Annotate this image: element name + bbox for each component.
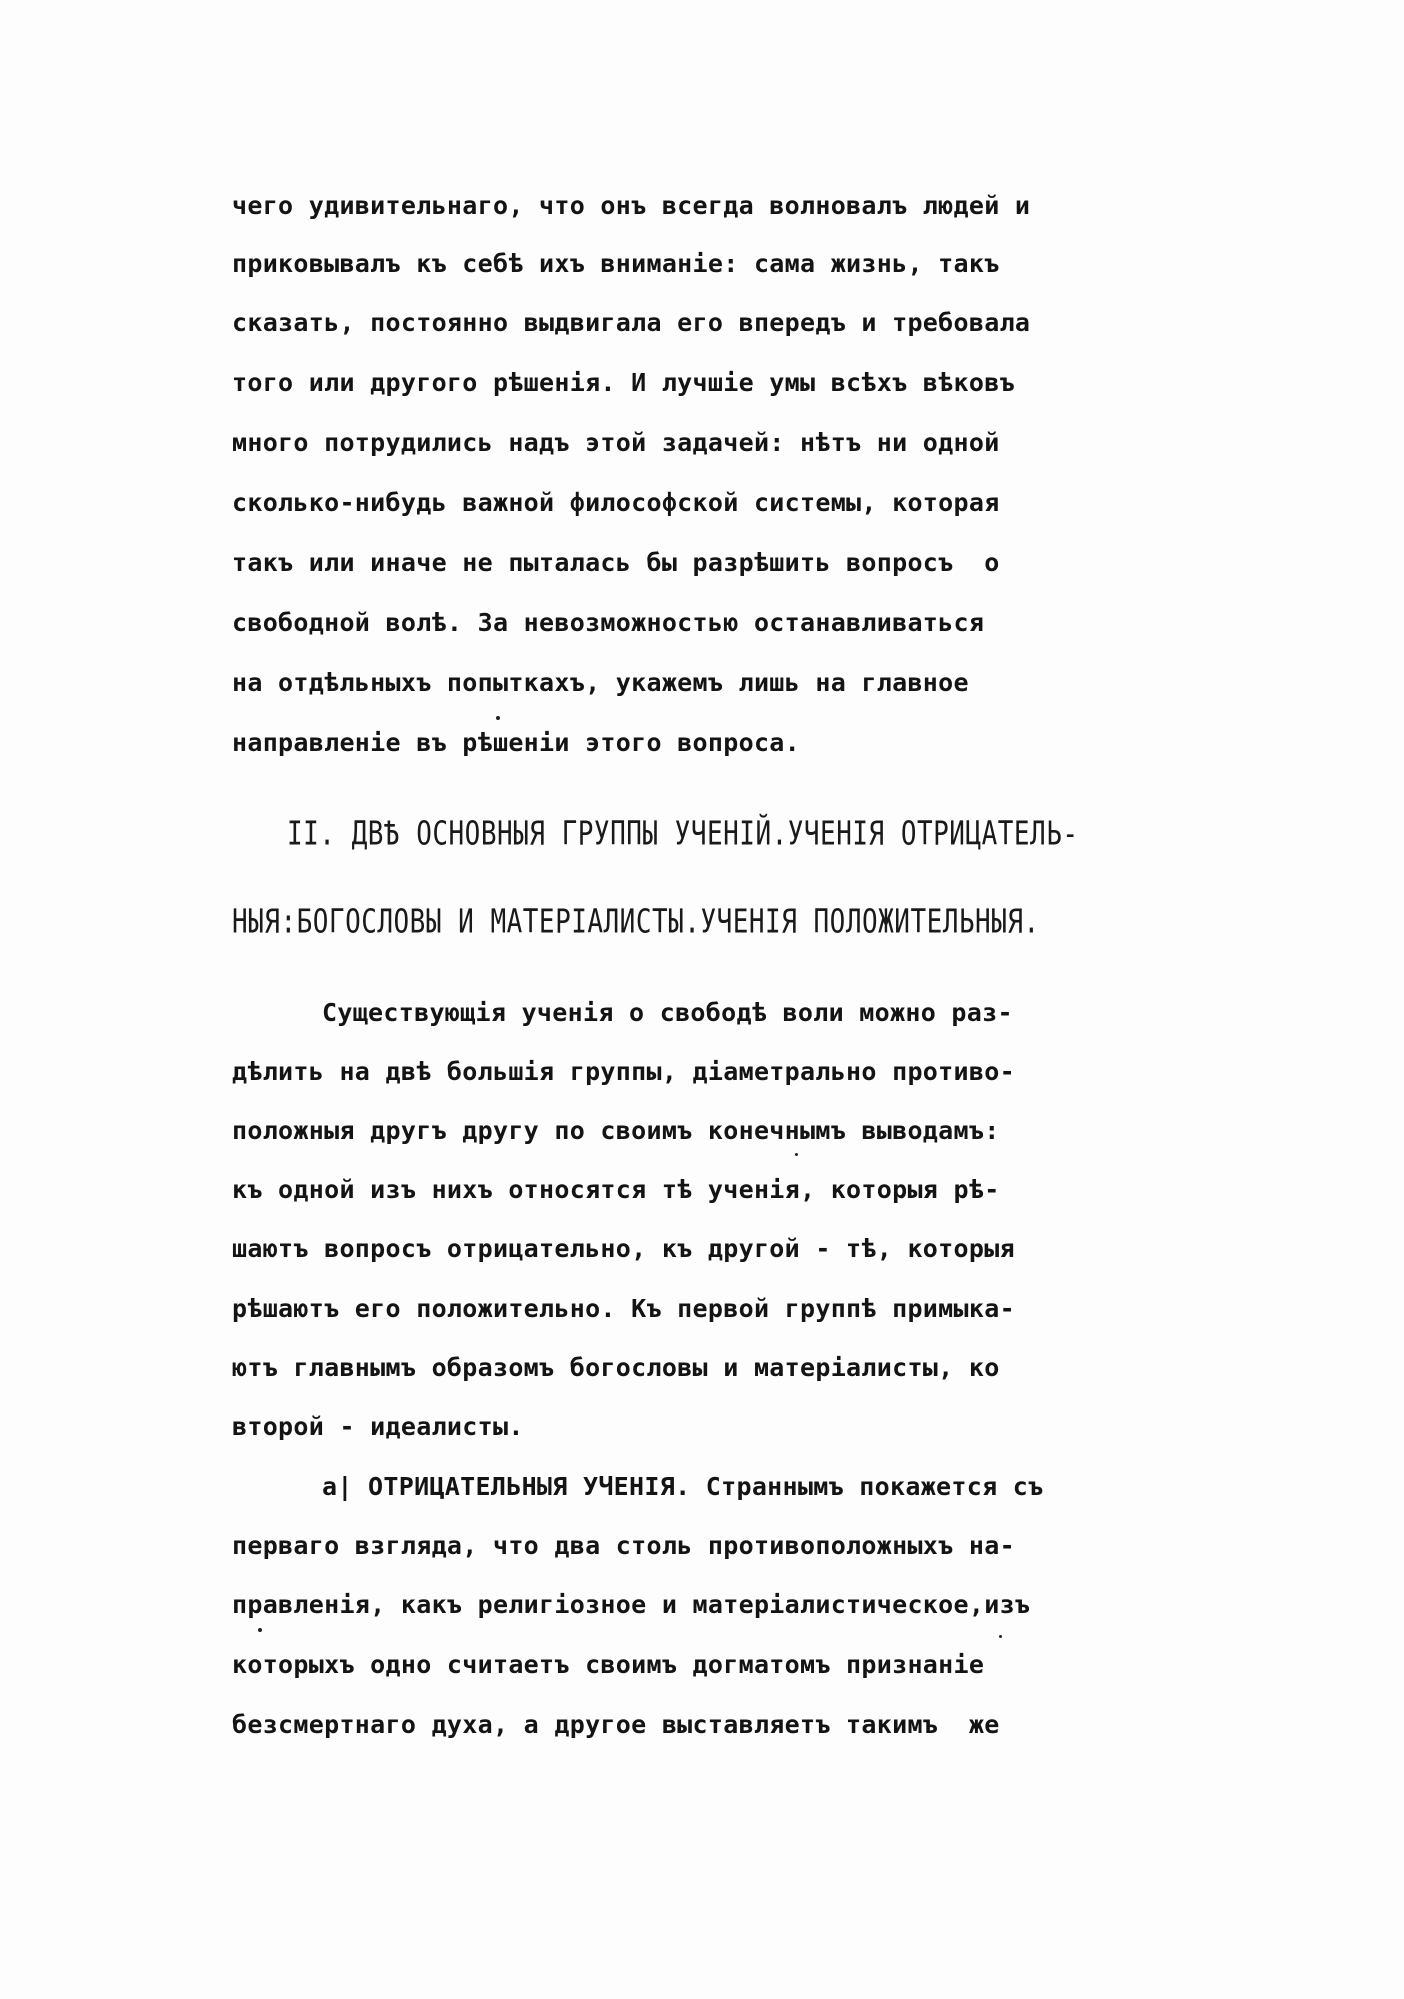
text-line: безсмертнаго духа, а другое выставляетъ такимъ же (232, 1710, 1000, 1739)
text-line: а| ОТРИЦАТЕЛЬНЫЯ УЧЕНІЯ. Страннымъ покажется съ (322, 1472, 1044, 1501)
text-line: къ одной изъ нихъ относятся тѣ ученія, которыя рѣ- (232, 1175, 1000, 1204)
text-line: свободной волѣ. За невозможностью останавливаться (232, 608, 985, 637)
text-line: правленія, какъ религіозное и матеріалистическое,изъ (232, 1590, 1031, 1619)
text-line: того или другого рѣшенія. И лучшіе умы всѣхъ вѣковъ (232, 368, 1015, 397)
text-line: положныя другъ другу по своимъ конечнымъ выводамъ: (232, 1116, 1000, 1145)
text-line: сказать, постоянно выдвигала его впередъ и требовала (232, 308, 1031, 337)
text-line: ютъ главнымъ образомъ богословы и матеріалисты, ко (232, 1353, 1000, 1382)
text-line: чего удивительнаго, что онъ всегда волновалъ людей и (232, 191, 1031, 220)
text-line: которыхъ одно считаетъ своимъ догматомъ признаніе (232, 1650, 985, 1679)
scan-speck (999, 1635, 1002, 1638)
text-line: Существующія ученія о свободѣ воли можно раз- (322, 998, 1013, 1027)
text-line: второй - идеалисты. (232, 1412, 524, 1441)
text-line: сколько-нибудь важной философской системы, которая (232, 488, 1000, 517)
section-heading-line: НЫЯ:БОГОСЛОВЫ И МАТЕРІАЛИСТЫ.УЧЕНІЯ ПОЛОЖИТЕЛЬНЫЯ. (232, 903, 1040, 941)
text-line: рѣшаютъ его положительно. Къ первой группѣ примыка- (232, 1294, 1015, 1323)
text-line: перваго взгляда, что два столь противоположныхъ на- (232, 1531, 1015, 1560)
section-heading-line: II. ДВѢ ОСНОВНЫЯ ГРУППЫ УЧЕНІЙ.УЧЕНІЯ ОТРИЦАТЕЛЬ- (287, 815, 1079, 853)
scan-speck (258, 1628, 262, 1632)
text-line: направленіе въ рѣшеніи этого вопроса. (232, 728, 800, 757)
text-line: на отдѣльныхъ попыткахъ, укажемъ лишь на главное (232, 668, 969, 697)
text-line: приковывалъ къ себѣ ихъ вниманіе: сама жизнь, такъ (232, 249, 1000, 278)
text-line: дѣлить на двѣ большія группы, діаметрально противо- (232, 1057, 1015, 1086)
text-line: шаютъ вопросъ отрицательно, къ другой - тѣ, которыя (232, 1234, 1015, 1263)
scan-speck (496, 716, 500, 720)
text-line: много потрудились надъ этой задачей: нѣтъ ни одной (232, 428, 1000, 457)
text-line: такъ или иначе не пыталась бы разрѣшить вопросъ о (232, 548, 1000, 577)
scan-speck (795, 1153, 798, 1156)
